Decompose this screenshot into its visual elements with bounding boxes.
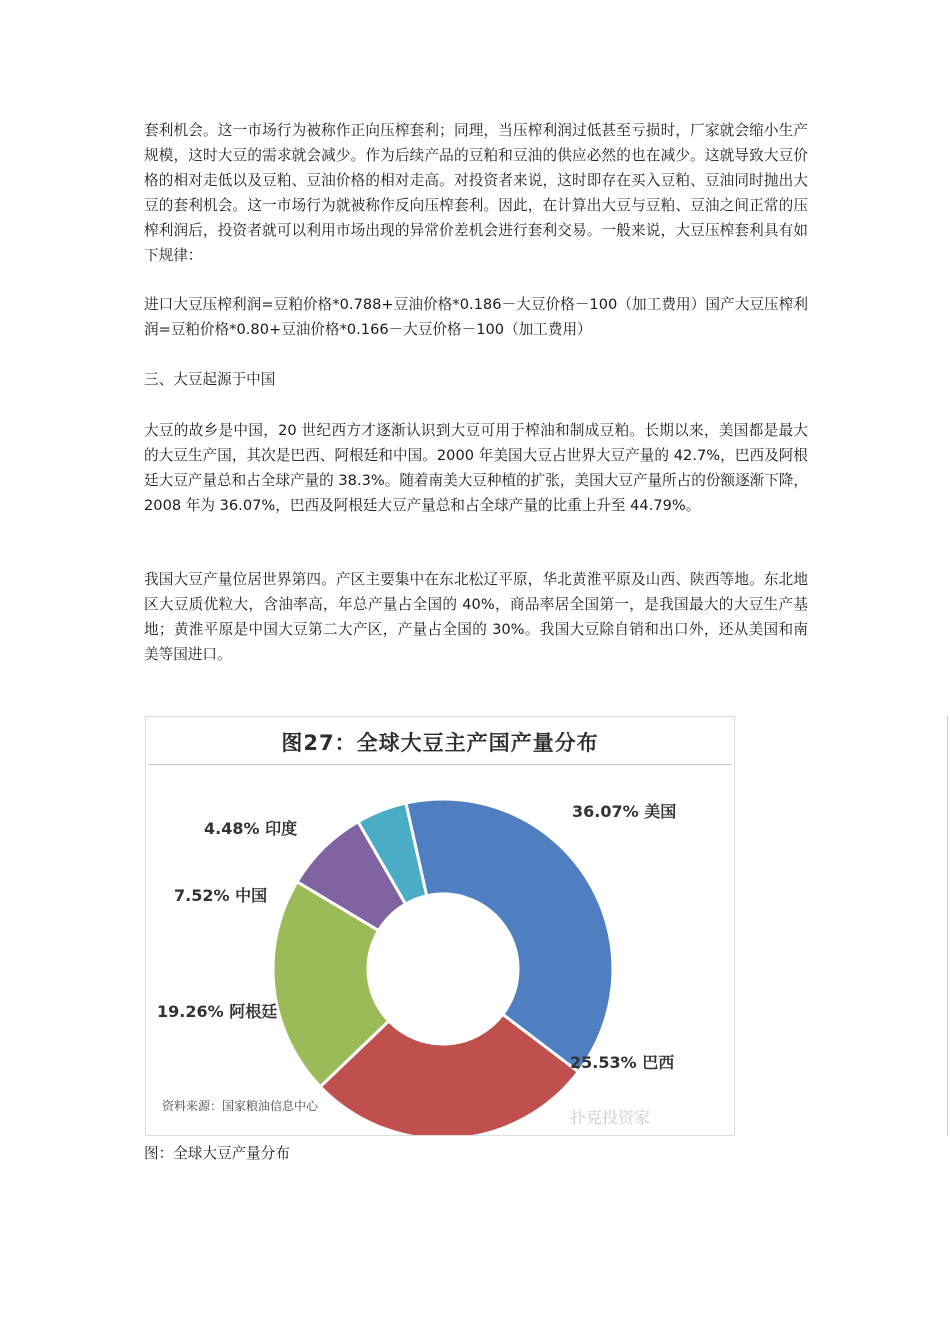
paragraph-china-production: 我国大豆产量位居世界第四。产区主要集中在东北松辽平原，华北黄淮平原及山西、陕西等地。东北地区大豆质优粒大，含油率高，年总产量占全国的 40%，商品率居全国第一，是我国最大的大豆生产基地；黄淮平原是中国大豆第二大产区，产量占全国的 30%。我国大豆除自销和出口外，还从美国和南美等国进口。 [144,571,808,663]
label-china: 7.52% 中国 [174,886,268,905]
page-edge-line [947,716,948,1136]
label-india: 4.48% 印度 [204,819,298,838]
paragraph-origin: 大豆的故乡是中国，20 世纪西方才逐渐认识到大豆可用于榨油和制成豆粕。长期以来，美国都是最大的大豆生产国，其次是巴西、阿根廷和中国。2000 年美国大豆占世界大豆产量的 42.7%，巴西及阿根廷大豆产量总和占全球产量的 38.3%。随着南美大豆种植的扩张，美国大豆产量所占的份额逐渐下降，2008 年为 36.07%，巴西及阿根廷大豆产量总和占全球产量的比重上升至 44.79%。 [144,422,808,514]
source-note: 资料来源：国家粮油信息中心 [162,1099,319,1113]
chart-title: 图27：全球大豆主产国产量分布 [281,731,599,755]
figure-caption: 图：全球大豆产量分布 [144,1145,290,1162]
paragraph-arbitrage: 套利机会。这一市场行为被称作正向压榨套利；同理，当压榨利润过低甚至亏损时，厂家就会缩小生产规模，这时大豆的需求就会减少。作为后续产品的豆粕和豆油的供应必然的也在减少。这就导致大豆价格的相对走低以及豆粕、豆油价格的相对走高。对投资者来说，这时即存在买入豆粕、豆油同时抛出大豆的套利机会。这一市场行为就被称作反向压榨套利。因此，在计算出大豆与豆粕、豆油之间正常的压榨利润后，投资者就可以利用市场出现的异常价差机会进行套利交易。一般来说，大豆压榨套利具有如下规律： [144,122,808,264]
label-argentina: 19.26% 阿根廷 [157,1002,278,1021]
chart-figure [145,716,735,1136]
label-brazil: 25.53% 巴西 [570,1053,675,1072]
paragraph-formula: 进口大豆压榨利润=豆粕价格*0.788+豆油价格*0.186－大豆价格－100（加工费用）国产大豆压榨利润=豆粕价格*0.80+豆油价格*0.166－大豆价格－100（加工费用） [144,296,808,338]
label-usa: 36.07% 美国 [572,802,677,821]
watermark: 扑克投资家 [570,1108,651,1127]
section-heading: 三、大豆起源于中国 [144,371,276,388]
